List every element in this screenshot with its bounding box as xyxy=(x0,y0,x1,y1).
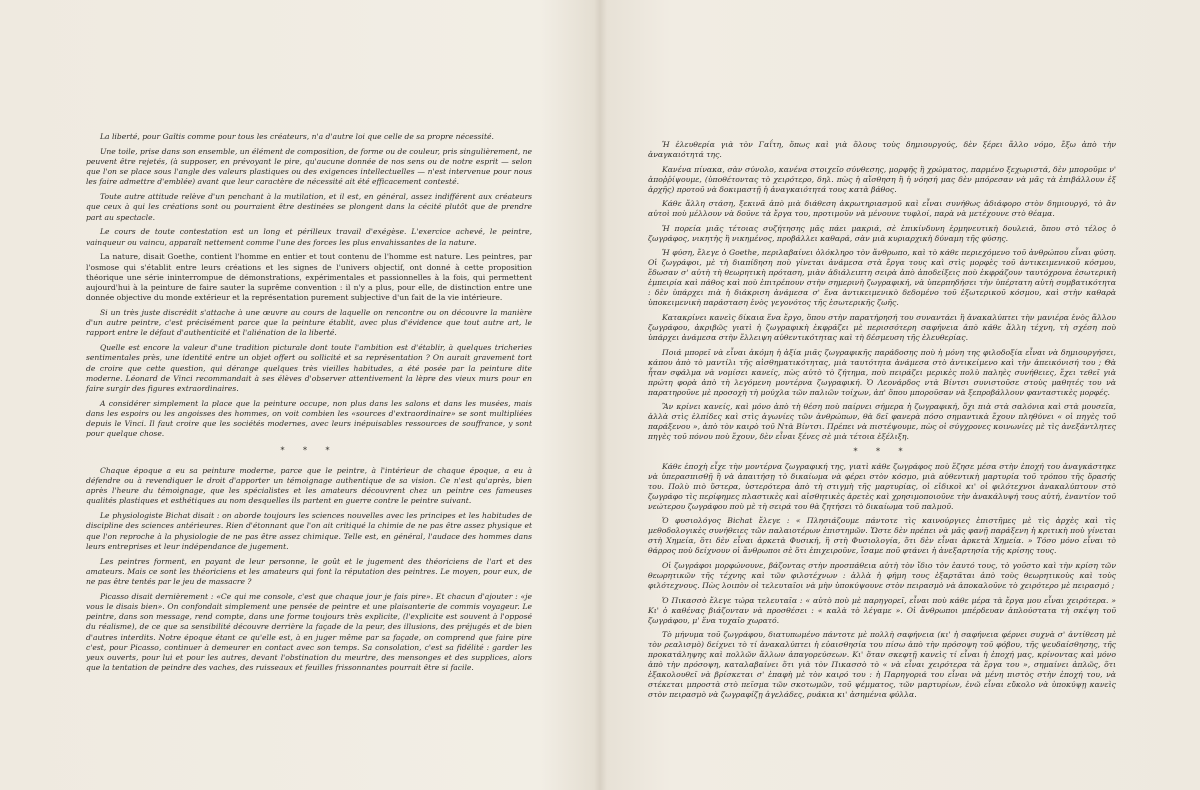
section-separator: * * * xyxy=(853,446,911,456)
paragraph-gr-1: Ἡ ἐλευθερία γιὰ τὸν Γαΐτη, ὅπως καὶ γιὰ ὅλους τοὺς δημιουργούς, δὲν ξέρει ἄλλο νόμο, ἔξω ἀπὸ τὴν ἀναγκαιότητά της. xyxy=(648,140,1116,159)
paragraph-gr-8: Ἂν κρίνει κανείς, καὶ μόνο ἀπὸ τὴ θέση ποὺ παίρνει σήμερα ἡ ζωγραφική, ὄχι πιὰ στὰ σαλόνια καὶ στὰ μουσεῖα, ἀλλὰ στὶς ἐλπίδες καὶ στὶς ἀγωνίες τῶν ἀνθρώπων, θὰ δεῖ φανερὰ πόσο σημαντικὰ ἔχουν πληθύνει « οἱ πηγὲς τοῦ παράξενου », ἀπὸ τὸν καιρὸ τοῦ Ντὰ Βίντσι. Πρέπει νὰ πιστέψουμε, πὼς οἱ σύγχρονες κοινωνίες μὲ τὶς ἀνεξάντλητες πηγὲς τοῦ πόνου ποὺ ἔχουν, δὲν εἶναι ξένες σὲ μιὰ τέτοια ἐξέλιξη. xyxy=(648,402,1116,442)
paragraph-fr-3: Toute autre attitude relève d'un penchant à la mutilation, et il est, en général, assez indifférent aux créateurs que ceux à qui les créations sont ou pourraient être destinées se plongent dans la cécité plutôt que de prendre part au spectacle. xyxy=(86,192,532,222)
paragraph-gr-2: Κανένα πίνακα, σὰν σύνολο, κανένα στοιχεῖο σύνθεσης, μορφῆς ἢ χρώματος, παρμένο ξεχωριστά, δὲν μποροῦμε ν' ἀποῤῥίψουμε, (ὑποθέτοντας τὸ χειρότερο, δηλ. πὼς ἡ αἴσθηση ἢ ἡ νόησή μας δὲν μπόρεσαν νὰ μᾶς τὰ ἐπιβάλλουν ἐξ ἀρχῆς) προτοῦ νὰ δοκιμαστῇ ἡ ἀναγκαιότητά τους κατὰ βάθος. xyxy=(648,164,1116,194)
paragraph-gr-4: Ἡ πορεία μιᾶς τέτοιας συζήτησης μᾶς πάει μακριά, σὲ ἐπικίνδυνη ἑρμηνευτικὴ δουλειά, ὅπου στὸ τέλος ὁ ζωγράφος, νικητὴς ἢ νικημένος, προβάλλει καθαρά, σὰν μιὰ κυριαρχικὴ δύναμη τῆς φύσης. xyxy=(648,223,1116,243)
paragraph-fr-4: Le cours de toute contestation est un long et périlleux travail d'exégèse. L'exercice achevé, le peintre, vainqueur ou vaincu, apparaît nettement comme l'une des forces les plus envahissantes de la nature. xyxy=(86,227,532,247)
paragraph-fr-8: A considérer simplement la place que la peinture occupe, non plus dans les salons et dans les musées, mais dans les espoirs ou les angoisses des hommes, on voit combien les «sources d'extraordinaire» se sont multipliées depuis le Vinci. Il faut croire que les sociétés modernes, avec leurs inépuisables ressources de souffrance, y sont pour quelque chose. xyxy=(86,398,532,439)
greek-text-column xyxy=(648,140,1116,705)
paragraph-fr-6: Si un très juste discrédit s'attache à une œuvre au cours de laquelle on rencontre ou on découvre la manière d'un autre peintre, c'est précisément parce que la peinture établit, avec plus d'évidence que tout autre art, le rapport entre le défaut d'authenticité et l'aliénation de la liberté. xyxy=(86,308,532,338)
paragraph-fr-1: La liberté, pour Gaïtis comme pour tous les créateurs, n'a d'autre loi que celle de sa propre nécessité. xyxy=(100,132,494,141)
paragraph-fr-7: Quelle est encore la valeur d'une tradition picturale dont toute l'ambition est d'établir, à quelques tricheries sentimentales près, une identité entre un objet offert ou sollicité et sa représentation ? On aurait gravement tort de croire que cette question, qui dérange quelques très vieilles habitudes, a été posée par la peinture dite moderne. Léonard de Vinci recommandait à ses élèves d'observer attentivement la lèpre des vieux murs pour en faire surgir des figures extraordinaires. xyxy=(86,343,532,394)
french-text-column xyxy=(86,132,532,678)
paragraph-gr-5: Ἡ φύση, ἔλεγε ὁ Goethe, περιλαβαίνει ὁλόκληρο τὸν ἄνθρωπο, καὶ τὸ κάθε περιεχόμενο τοῦ ἀνθρώπου εἶναι φύση. Οἱ ζωγράφοι, μὲ τὴ διαπίδηση ποὺ γίνεται ἀνάμεσα στὰ ἔργα τους καὶ στὶς μορφὲς τοῦ ἀντικειμενικοῦ κόσμου, ἔδωσαν σ' αὐτὴ τὴ θεωρητικὴ πρόταση, μιὰν ἀδιάλειπτη σειρὰ ἀπὸ ἀποδείξεις ποὺ ἐκφράζουν ταυτόχρονα ἐσωτερικὴ ἐμπειρία καὶ πάθος καὶ ποὺ ἐπιτρέπουν στὴν σημερινὴ ζωγραφική, νὰ ὑπερπηδήσει τὴν ὑπέρτατη αὐτὴ συμβατικότητα : δὲν ὑπάρχει πιὰ ἡ διάκριση ἀνάμεσα σ' ἕνα ἀντικειμενικὸ δεδομένο τοῦ ἐξωτερικοῦ κόσμου, καὶ στὴν καθαρὰ ὑποκειμενικὴ παράσταση ἑνὸς γεγονότος τῆς ἐσωτερικῆς ζωῆς. xyxy=(648,248,1116,308)
paragraph-gr-12: Ὁ Πικασσὸ ἔλεγε τώρα τελευταῖα : « αὐτὸ ποὺ μὲ παρηγορεῖ, εἶναι ποὺ κάθε μέρα τὰ ἔργα μου εἶναι χειρότερα. » Κι' ὁ καθένας βιάζονταν νὰ προσθέσει : « καλὰ τὸ λέγαμε ». Οἱ ἄνθρωποι μπέρδευαν ἁπλούστατα τὴ σκέψη τοῦ ζωγράφου, μ' ἕνα τυχαῖο χωρατό. xyxy=(648,595,1116,625)
section-separator: * * * xyxy=(280,445,338,455)
paragraph-gr-11: Οἱ ζωγράφοι μορφώνουνε, βάζοντας στὴν προσπάθεια αὐτὴ τὸν ἴδιο τὸν ἑαυτό τους, τὸ γοῦστο καὶ τὴν κρίση τῶν θεωρητικῶν τῆς τέχνης καὶ τῶν φιλοτέχνων : ἀλλὰ ἡ φήμη τους ἐξαρτᾶται ἀπὸ τοὺς θεωρητικοὺς καὶ τοὺς φιλότεχνους. Πὼς λοιπὸν οἱ τελευταῖοι νὰ μὴν ὑποκύψουνε στὸν πειρασμὸ νὰ ἀποκαλοῦνε τὸ χειρότερο μὲ πειρασμό ; xyxy=(648,560,1116,590)
paragraph-fr-9: Chaque époque a eu sa peinture moderne, parce que le peintre, à l'intérieur de chaque époque, a eu à défendre ou à revendiquer le droit d'apporter un témoignage authentique de sa vision. Ce n'est qu'après, bien après l'heure du témoignage, que les spécialistes et les amateurs découvrent chez un peintre ces fameuses qualités plastiques et esthétiques au nom desquelles ils partent en guerre contre le peintre suivant. xyxy=(86,465,532,506)
paragraph-gr-3: Κάθε ἄλλη στάση, ξεκινᾶ ἀπὸ μιὰ διάθεση ἀκρωτηριασμοῦ καὶ εἶναι συνήθως ἀδιάφορο στὸν δημιουργό, τὸ ἂν αὐτοὶ ποὺ μέλλουν νὰ δοῦνε τὰ ἔργα του, προτιμοῦν νὰ μένουνε τυφλοί, παρὰ νὰ μετέχουνε στὸ θέαμα. xyxy=(648,199,1116,219)
paragraph-gr-10: Ὁ φυσιολόγος Bichat ἔλεγε : « Πλησιάζουμε πάντοτε τὶς καινούργιες ἐπιστῆμες μὲ τὶς ἀρχὲς καὶ τὶς μεθοδολογικὲς συνήθειες τῶν παλαιοτέρων ἐπιστημῶν. Ὥστε δὲν πρέπει νὰ μᾶς φανῇ παράξενη ἡ κριτικὴ ποὺ γίνεται στὴ Χημεία, ὅτι δὲν εἶναι ἀρκετὰ Φυσική, ἢ στὴ Φυσιολογία, ὅτι δὲν εἶναι ἀρκετὰ Χημεία. » Τόσο μόνο εἶναι τὸ θάρρος ποὺ δείχνουν οἱ ἄνθρωποι σὲ ὅτι ἐπιχειροῦνε, ἴσαμε ποῦ φτάνει ἡ ἀνεξαρτησία τῆς κρίσης τους. xyxy=(648,516,1116,556)
paragraph-fr-10: Le physiologiste Bichat disait : on aborde toujours les sciences nouvelles avec les principes et les habitudes de discipline des sciences antérieures. Rien d'étonnant que l'on ait critiqué la chimie de ne pas être assez physique et que l'on reproche à la physiologie de ne pas être assez chimique. Telle est, en général, l'audace des hommes dans leurs entreprises et leur indépendance de jugement. xyxy=(86,511,532,551)
paragraph-fr-12: Picasso disait dernièrement : «Ce qui me console, c'est que chaque jour je fais pire». Et chacun d'ajouter : «je vous le disais bien». On confondait simplement une pensée de peintre et une plaisanterie de commis voyageur. Le peintre, dans son message, rend compte, dans une forme toujours très explicite, (l'explicite est souvent à l'opposé du réalisme), de ce que sa sensibilité découvre derrière la façade de la peur, des illusions, des préjugés et de bien d'autres interdits. Notre époque étant ce qu'elle est, à en juger même par sa façade, on comprend que faire pire c'est, pour Picasso, continuer à demeurer en contact avec son temps. Sa consolation, c'est sa fidélité : garder les yeux ouverts, pour lui et pour les autres, devant l'obstination du meurtre, des mensonges et des supplices, alors que la tentation de peindre des vaches, des ruisseaux et feuilles frissonnantes pourrait être si facile. xyxy=(86,591,532,673)
paragraph-fr-2: Une toile, prise dans son ensemble, un élément de composition, de forme ou de couleur, pris singulièrement, ne peuvent être rejetés, (à supposer, en prévoyant le pire, qu'aucune donnée de nos sens ou de notre esprit — selon que l'on se place sous l'angle des valeurs plastiques ou des exigences intellectuelles — n'est intervenue pour nous les faire admettre d'emblée) avant que leur caractère de nécessité ait été efficacement contesté. xyxy=(86,146,532,187)
paragraph-gr-7: Ποιά μπορεῖ νὰ εἶναι ἀκόμη ἡ ἀξία μιᾶς ζωγραφικῆς παράδοσης ποὺ ἡ μόνη της φιλοδοξία εἶναι νὰ δημιουργήσει, κάπου ἀπὸ τὸ μαντίλι τῆς αἰσθηματικότητας, μιὰ ταυτότητα ἀνάμεσα στὸ ἀντικείμενο καὶ τὴν ἀπεικόνισή του ; Θὰ ἦταν σφάλμα νὰ νομίσει κανείς, πὼς αὐτὸ τὸ ζήτημα, ποὺ πειράζει μερικὲς πολὺ παληὲς συνήθειες, ἔχει τεθεῖ γιὰ πρώτη φορὰ ἀπὸ τὴ λεγόμενη μοντέρνα ζωγραφική. Ὁ Λεονάρδος ντὰ Βίντσι συνιστοῦσε στοὺς μαθητές του νὰ παρατηροῦνε μὲ προσοχὴ τὴ μούχλα τῶν παλιῶν τοίχων, ἀπ' ὅπου μποροῦσαν νὰ ξεπροβάλλουν φανταστικὲς μορφές. xyxy=(648,347,1116,397)
right-page-greek xyxy=(600,0,1200,790)
paragraph-gr-9: Κάθε ἐποχὴ εἶχε τὴν μοντέρνα ζωγραφική της, γιατὶ κάθε ζωγράφος ποὺ ἔζησε μέσα στὴν ἐποχή του ἀναγκάστηκε νὰ ὑπερασπισθῇ ἢ νὰ ἀπαιτήσῃ τὸ δικαίωμα νὰ φέρει στὸν κόσμο, μιὰ αὐθεντικὴ μαρτυρία τοῦ τρόπου τῆς ὅρασής του. Πολὺ πιὸ ὕστερα, ὑστερότερα ἀπὸ τὴ στιγμὴ τῆς μαρτυρίας, οἱ εἰδικοὶ κι' οἱ φιλότεχνοι ἀνακαλύπτουν στὸ ζωγράφο τὶς περίφημες πλαστικὲς καὶ αἰσθητικὲς ἀρετὲς καὶ χρησιμοποιοῦνε τὴν ἀνακάλυψή τους αὐτή, ἐναντίον τοῦ νεώτερου ζωγράφου ποὺ μὲ τὴ σειρά του θὰ ζητήσει τὸ δικαίωμα τοῦ παλμοῦ. xyxy=(648,461,1116,511)
paragraph-gr-13: Τὸ μήνυμα τοῦ ζωγράφου, διατυπωμένο πάντοτε μὲ πολλὴ σαφήνεια (κι' ἡ σαφήνεια φέρνει συχνὰ σ' ἀντίθεση μὲ τὸν ρεαλισμὸ) δείχνει τὸ τί ἀνακαλύπτει ἡ εὐαισθησία του πίσω ἀπὸ τὴν πρόσοψη τοῦ φόβου, τῆς ψευδαίσθησης, τῆς προκατάληψης καὶ πολλῶν ἄλλων ἀπαγορεύσεων. Κι' ὅταν σκεφτῇ κανεὶς τί εἶναι ἡ ἐποχή μας, κρίνοντας καὶ μόνο ἀπὸ τὴν πρόσοψη, καταλαβαίνει ὅτι γιὰ τὸν Πικασσὸ τὸ « νὰ εἶναι χειρότερα τὰ ἔργα του », σημαίνει ἁπλῶς, ὅτι ἐξακολουθεῖ νὰ βρίσκεται σ' ἐπαφὴ μὲ τὸν καιρό του : ἡ Παρηγοριά του εἶναι νὰ μένη πιστὸς στὴν ἐποχή του, νὰ στέκεται μπροστὰ στὸ πεῖσμα τῶν σκοτωμῶν, τοῦ ψέμματος, τῶν μαρτυρίων, ἐνῶ εἶναι εὔκολο νὰ ὑποκύψῃ κανεὶς στὸν πειρασμὸ νὰ ζωγραφίζῃ ἀγελάδες, ρυάκια κι' ἀσημένια φύλλα. xyxy=(648,630,1116,700)
paragraph-fr-5: La nature, disait Goethe, contient l'homme en entier et tout contenu de l'homme est nature. Les peintres, par l'osmose qui s'établit entre leurs créations et les signes de l'univers objectif, ont donné à cette proposition théorique une série ininterrompue de démonstrations, expérimentales et passionnelles à la fois, qui permettent aujourd'hui à la peinture de faire sauter la suprême convention : il n'y a plus, pour elle, de distinction entre une donnée objective du monde extérieur et la représentation purement subjective d'un fait de la vie intérieure. xyxy=(86,252,532,303)
paragraph-fr-11: Les peintres forment, en payant de leur personne, le goût et le jugement des théoriciens de l'art et des amateurs. Mais ce sont les théoriciens et les amateurs qui font la réputation des peintres. Le moyen, pour eux, de ne pas être tentés par le jeu de massacre ? xyxy=(86,556,532,587)
paragraph-gr-6: Κατακρίνει κανεὶς δίκαια ἕνα ἔργο, ὅπου στὴν παρατήρησή του συναντάει ἢ ἀνακαλύπτει τὴν μανιέρα ἑνὸς ἄλλου ζωγράφου, ἀκριβῶς γιατὶ ἡ ζωγραφικὴ ἐκφράζει μὲ περισσότερη σαφήνεια ἀπὸ κάθε ἄλλη τέχνη, τὴ σχέση ποὺ ὑπάρχει ἀνάμεσα στὴν ἔλλειψη αὐθεντικότητας καὶ τὴ δέσμευση τῆς ἐλευθερίας. xyxy=(648,312,1116,342)
